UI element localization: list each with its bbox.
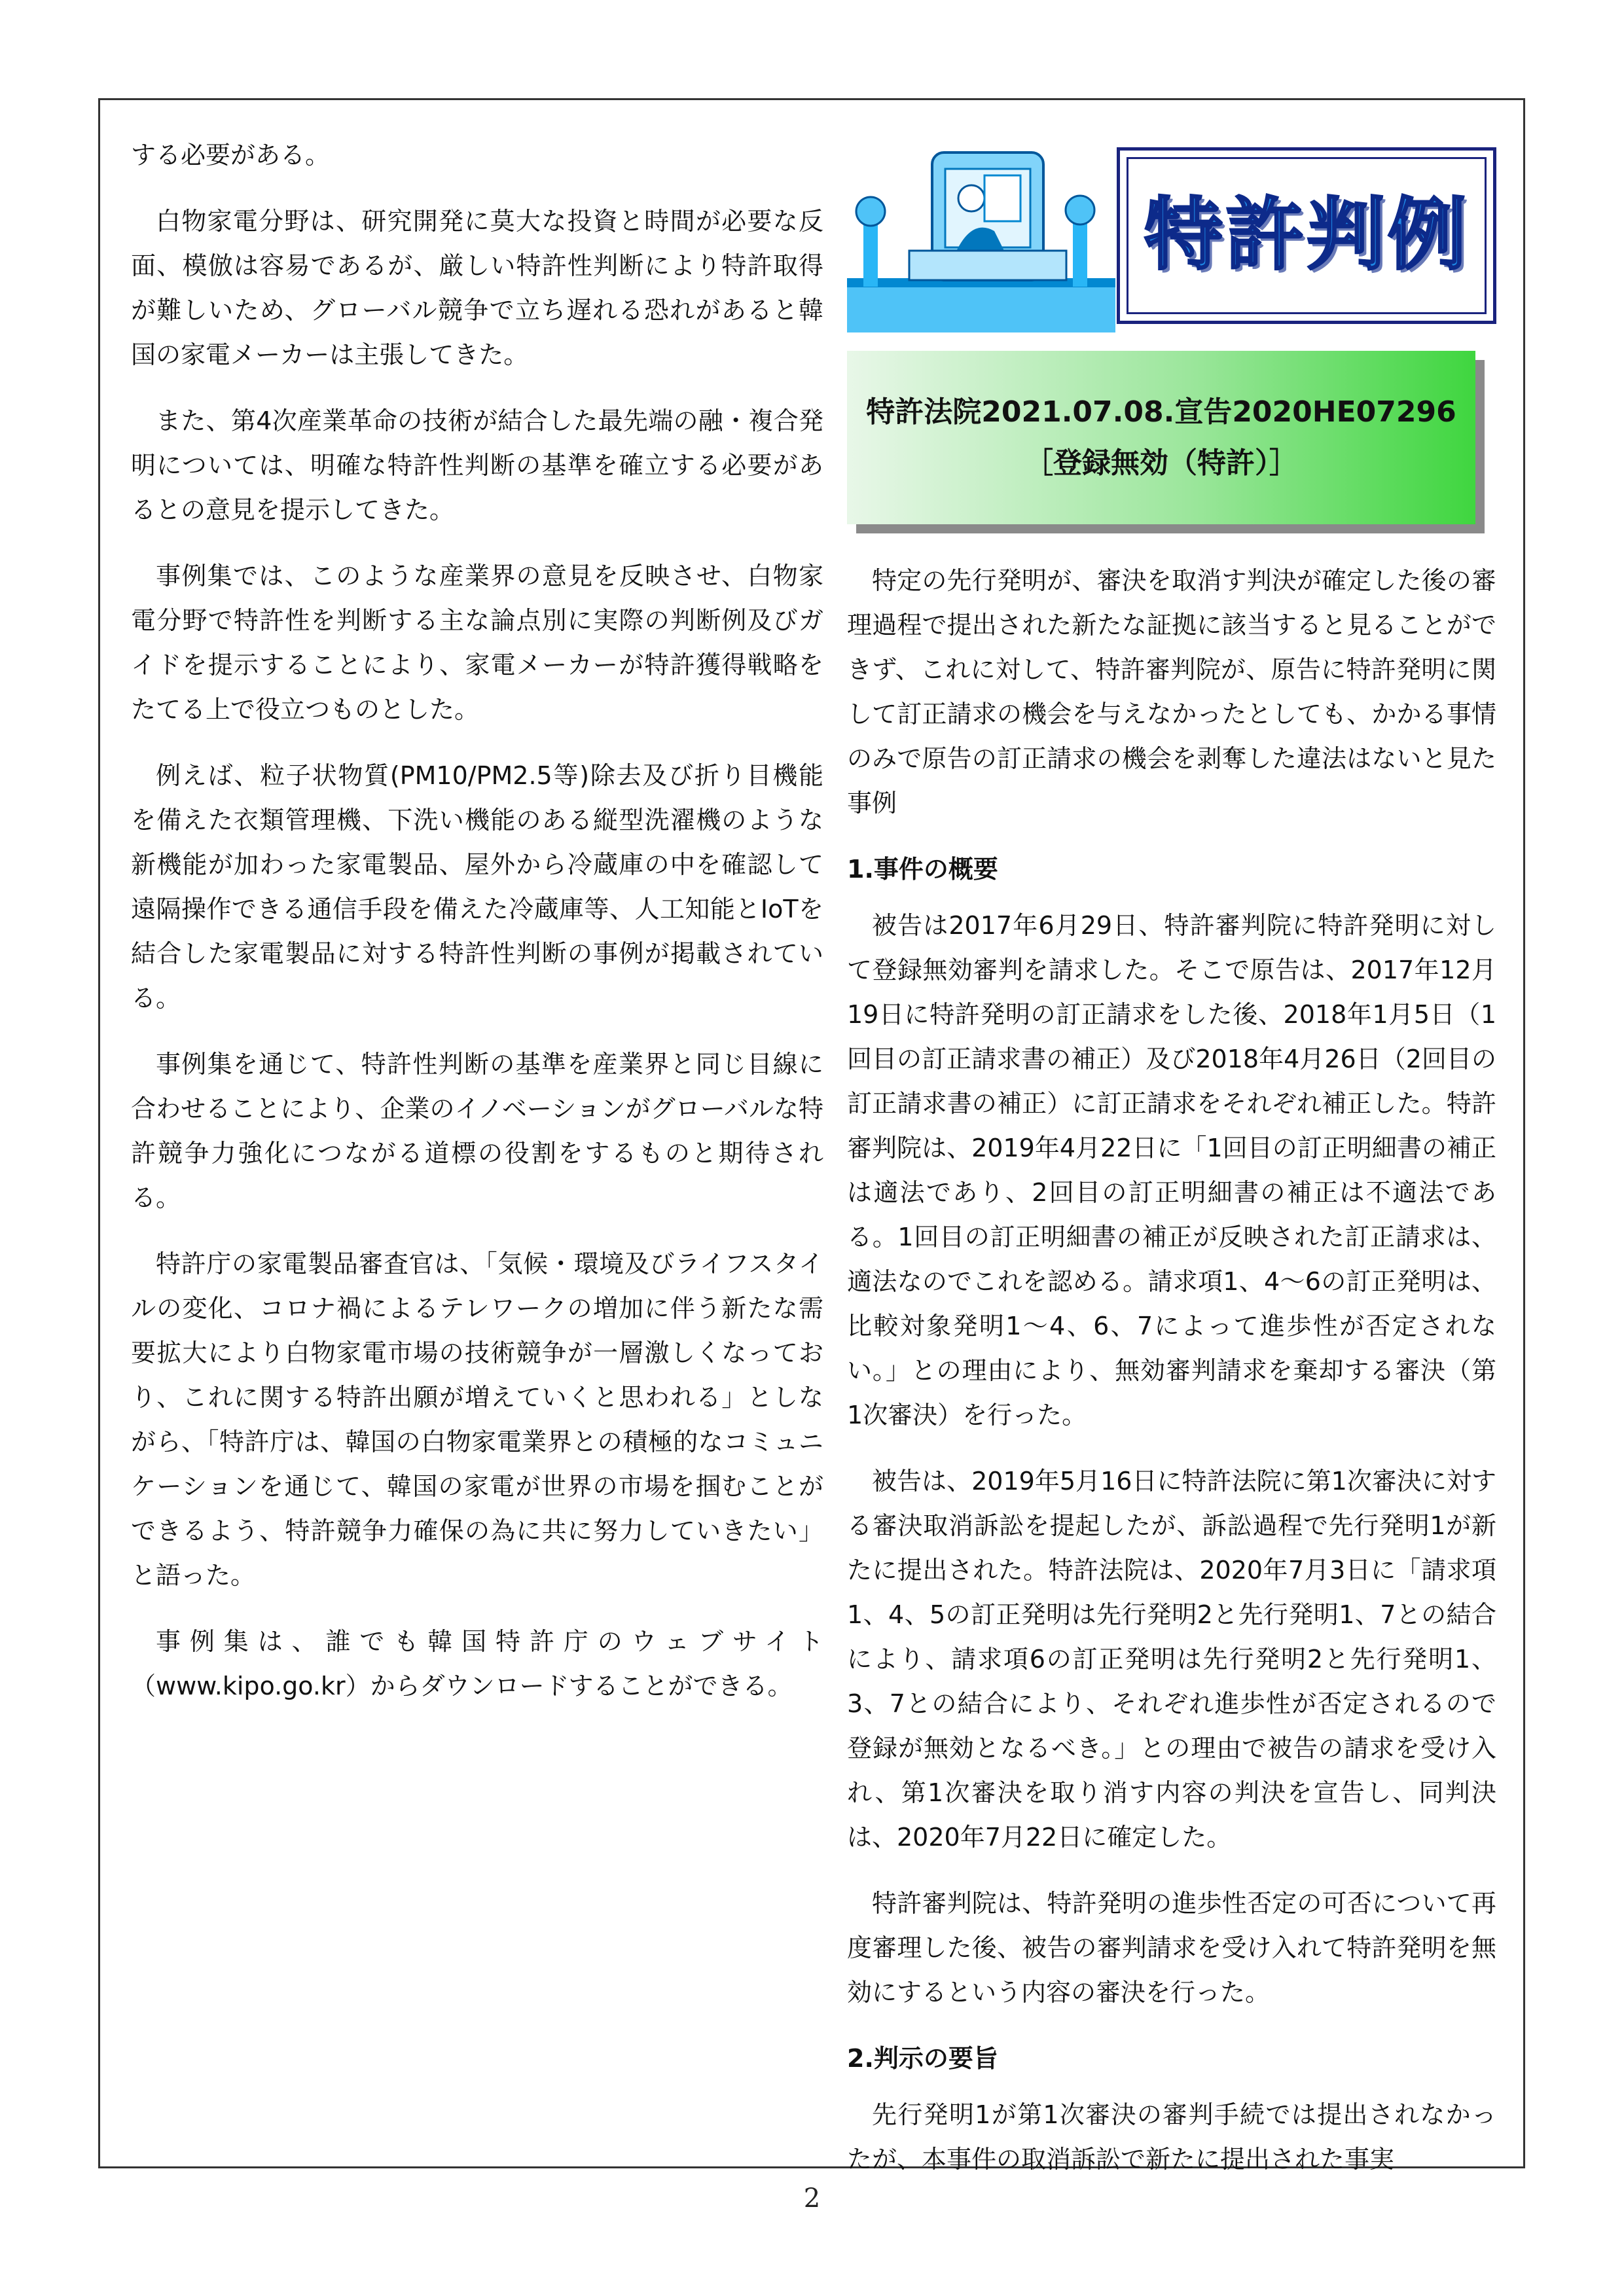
paragraph: 例えば、粒子状物質(PM10/PM2.5等)除去及び折り目機能を備えた衣類管理機、下洗い機能のある縦型洗濯機のような新機能が加わった家電製品、屋外から冷蔵庫の中を確認して遠隔操作できる通信手段を備えた冷蔵庫等、人工知能とIoTを結合した家電製品に対する特許性判断の事例が掲載されている。 bbox=[131, 761, 823, 1013]
paragraph: 先行発明1が第1次審決の審判手続では提出されなかったが、本事件の取消訴訟で新たに提出された事実 bbox=[847, 2100, 1496, 2174]
title-box bbox=[1117, 147, 1496, 324]
case-number: 特許法院2021.07.08.宣告2020HE07296 bbox=[866, 395, 1456, 429]
case-type: ［登録無効（特許）］ bbox=[1024, 446, 1298, 480]
left-column bbox=[131, 133, 823, 1730]
paragraph: 被告は2017年6月29日、特許審判院に特許発明に対して登録無効審判を請求した。そこで原告は、2017年12月19日に特許発明の訂正請求をした後、2018年1月5日（1回目の訂正請求書の補正）及び2018年4月26日（2回目の訂正請求書の補正）に訂正請求をそれぞれ補正した。特許審判院は、2019年4月22日に「1回目の訂正明細書の補正は適法であり、2回目の訂正明細書の補正は不適法である。1回目の訂正明細書の補正が反映された訂正請求は、適法なのでこれを認める。請求項1、4～6の訂正発明は、比較対象発明1～4、6、7によって進歩性が否定されない。」との理由により、無効審判請求を棄却する審決（第1次審決）を行った。 bbox=[847, 911, 1496, 1429]
section-heading: 1.事件の概要 bbox=[847, 855, 998, 884]
paragraph: 被告は、2019年5月16日に特許法院に第1次審決に対する審決取消訴訟を提起したが、訴訟過程で先行発明1が新たに提出された。特許法院は、2020年7月3日に「請求項1、4、5の訂正発明は先行発明2と先行発明1、7との結合により、請求項6の訂正発明は先行発明2と先行発明1、3、7との結合により、それぞれ進歩性が否定されるので登録が無効となるべき。」との理由で被告の請求を受け入れ、第1次審決を取り消す内容の判決を宣告し、同判決は、2020年7月22日に確定した。 bbox=[847, 1467, 1496, 1852]
page-title: 特許判例 bbox=[1144, 190, 1469, 281]
paragraph: 白物家電分野は、研究開発に莫大な投資と時間が必要な反面、模倣は容易であるが、厳しい特許性判断により特許取得が難しいため、グローバル競争で立ち遅れる恐れがあると韓国の家電メーカーは主張してきた。 bbox=[131, 207, 823, 369]
section-heading: 2.判示の要旨 bbox=[847, 2044, 998, 2073]
page-frame bbox=[98, 98, 1525, 2174]
paragraph: する必要がある。 bbox=[131, 141, 331, 170]
paragraph: 事例集を通じて、特許性判断の基準を産業界と同じ目線に合わせることにより、企業のイノベーションがグローバルな特許競争力強化につながる道標の役割をするものと期待される。 bbox=[131, 1050, 823, 1212]
right-column bbox=[847, 133, 1496, 2203]
paragraph: 事例集は、誰でも韓国特許庁のウェブサイト（www.kipo.go.kr）からダウンロードすることができる。 bbox=[131, 1627, 823, 1700]
paragraph: 特許庁の家電製品審査官は、「気候・環境及びライフスタイルの変化、コロナ禍によるテレワークの増加に伴う新たな需要拡大により白物家電市場の技術競争が一層激しくなっており、これに関する特許出願が増えていくと思われる」としながら、「特許庁は、韓国の白物家電業界との積極的なコミュニケーションを通じて、韓国の家電が世界の市場を掴むことができるよう、特許競争力確保の為に共に努力していきたい」と語った。 bbox=[131, 1249, 823, 1590]
paragraph: 事例集では、このような産業界の意見を反映させ、白物家電分野で特許性を判断する主な論点別に実際の判断例及びガイドを提示することにより、家電メーカーが特許獲得戦略をたてる上で役立つものとした。 bbox=[131, 562, 823, 724]
paragraph: 特許審判院は、特許発明の進歩性否定の可否について再度審理した後、被告の審判請求を受け入れて特許発明を無効にするという内容の審決を行った。 bbox=[847, 1889, 1496, 2007]
section-header bbox=[847, 133, 1496, 339]
page-number: 2 bbox=[803, 2183, 821, 2214]
case-box bbox=[847, 351, 1475, 524]
case-summary: 特定の先行発明が、審決を取消す判決が確定した後の審理過程で提出された新たな証拠に該当すると見ることができず、これに対して、特許審判院が、原告に特許発明に関して訂正請求の機会を与えなかったとしても、かかる事情のみで原告の訂正請求の機会を剥奪した違法はないと見た事例 bbox=[847, 566, 1496, 817]
judge-emblem-icon bbox=[847, 133, 1115, 332]
paragraph: また、第4次産業革命の技術が結合した最先端の融・複合発明については、明確な特許性判断の基準を確立する必要があるとの意見を提示してきた。 bbox=[131, 406, 823, 524]
